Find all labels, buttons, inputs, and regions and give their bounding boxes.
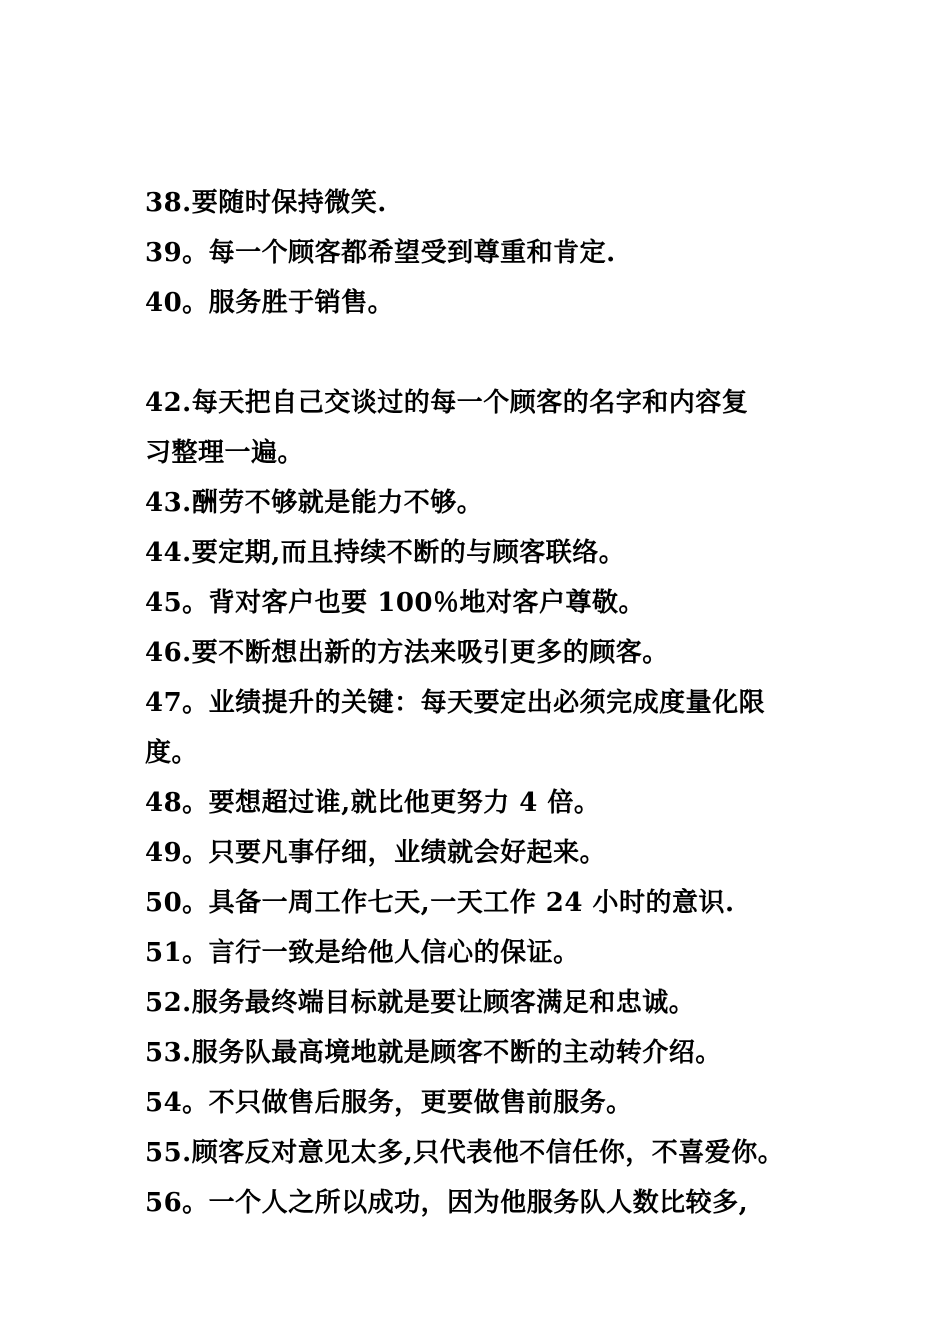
- text-line-47-cont: 度。: [145, 738, 199, 768]
- text-line-55: 55.顾客反对意见太多,只代表他不信任你，不喜爱你。: [145, 1138, 785, 1168]
- text-line-50: 50。具备一周工作七天,一天工作 24 小时的意识.: [145, 888, 735, 918]
- text-line-42-cont: 习整理一遍。: [145, 438, 305, 468]
- text-line-45: 45。背对客户也要 100％地对客户尊敬。: [145, 588, 646, 618]
- text-line-42: 42.每天把自己交谈过的每一个顾客的名字和内容复: [145, 388, 749, 418]
- text-line-54: 54。不只做售后服务，更要做售前服务。: [145, 1088, 633, 1118]
- blank-line: [145, 328, 825, 378]
- text-line-52: 52.服务最终端目标就是要让顾客满足和忠诚。: [145, 988, 696, 1018]
- text-line-48: 48。要想超过谁,就比他更努力 4 倍。: [145, 788, 601, 818]
- text-line-49: 49。只要凡事仔细，业绩就会好起来。: [145, 838, 607, 868]
- text-line-56: 56。一个人之所以成功，因为他服务队人数比较多,: [145, 1188, 749, 1218]
- text-line-44: 44.要定期,而且持续不断的与顾客联络。: [145, 538, 626, 568]
- text-line-53: 53.服务队最高境地就是顾客不断的主动转介绍。: [145, 1038, 722, 1068]
- text-line-38: 38.要随时保持微笑.: [145, 188, 387, 218]
- text-line-46: 46.要不断想出新的方法来吸引更多的顾客。: [145, 638, 669, 668]
- text-line-40: 40。服务胜于销售。: [145, 288, 395, 318]
- text-line-43: 43.酬劳不够就是能力不够。: [145, 488, 484, 518]
- text-line-39: 39。每一个顾客都希望受到尊重和肯定.: [145, 238, 616, 268]
- text-line-51: 51。言行一致是给他人信心的保证。: [145, 938, 580, 968]
- text-line-47: 47。业绩提升的关键：每天要定出必须完成度量化限: [145, 688, 766, 718]
- document-page: [145, 178, 825, 1228]
